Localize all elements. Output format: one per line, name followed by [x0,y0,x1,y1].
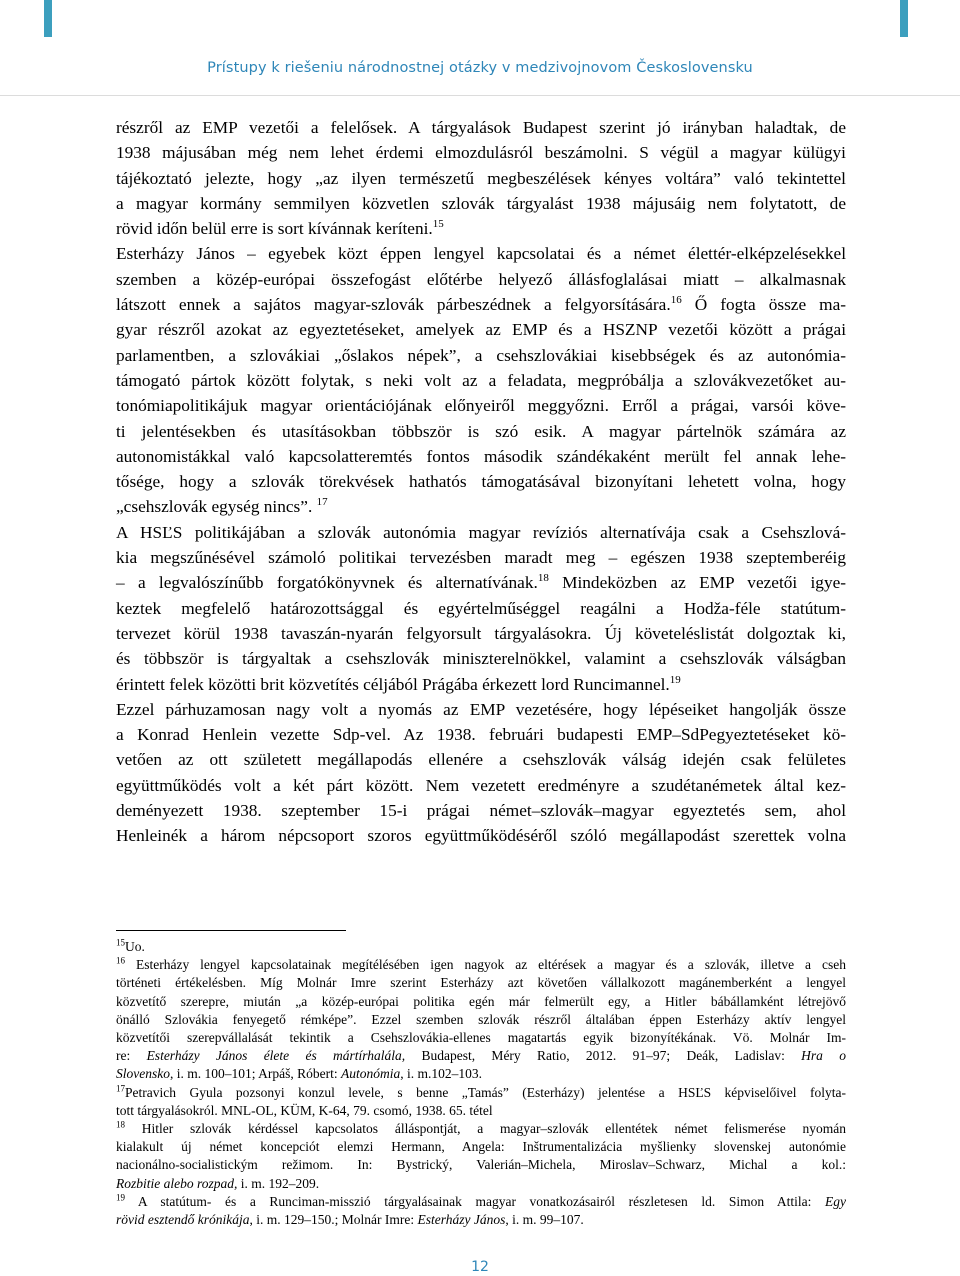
body-line: gyar részről azokat az egyeztetéseket, amelyek az EMP és a HSZNP vezetői között a prágai [116,320,846,340]
body-line: támogató pártok között folytak, s neki volt az a feladata, megpróbálja a szlovákvezetőket au- [116,370,846,390]
footnote-ref-17[interactable]: 17 [316,496,328,509]
body-line: és többször is tárgyaltak a csehszlovák miniszterelnökkel, valamint a csehszlovák válságban [116,649,846,669]
body-line: Ezzel párhuzamosan nagy volt a nyomás az EMP vezetésére, hogy lépéseiket hangolják össze [116,699,846,719]
body-line: a Konrad Henlein vezette Sdp-vel. Az 1938. februári budapesti EMP–SdPegyeztetéseket kö- [116,725,846,745]
main-body-text [116,115,846,849]
footnotes-section [116,938,846,1229]
body-line: a magyar kormány semmilyen közvetlen szlovák tárgyalást 1938 májusáig nem folytatott, de [116,193,846,213]
body-line: tősége, hogy a szlovák törekvések hathatós támogatásával bizonyítani lehetett volna, hogy [116,472,846,492]
page-header [0,0,960,96]
body-line: Henleinék a három népcsoport szoros együttműködéséről szóló megállapodást szerettek volna [116,826,846,846]
footnote-17: $^{17}$Petravich Gyula pozsonyi konzul levele, s benne „Tamás” (Esterházy) jelentése a HSĽS képviselőivel folyta- [116,1083,846,1100]
footnote-ref-19[interactable]: 19 [669,673,681,686]
body-line: „csehszlovák egység nincs”. $^{17}$ [116,496,328,517]
body-line: együttműködés volt a két párt között. Nem vezetett eredményre a szudétanémetek által kez- [116,775,846,795]
footnote-line: Rozbitie alebo rozpad, i. m. 192–209. [116,1175,320,1191]
body-line: ti jelentésekben és utasításokban többször is szó esik. A magyar pártelnök számára az [116,421,846,441]
body-line: rövid időn belül erre is sort kívánnak keríteni.$^{15}$ [116,218,444,239]
body-line: Esterházy János – egyebek közt éppen lengyel kapcsolatai és a német élettér-elképzelésekkel [116,244,846,264]
page-number: 12 [471,1259,489,1275]
body-line: érintett felek közötti brit közvetítés céljából Prágába érkezett lord Runcimannel.$^{19}$ [116,673,681,694]
body-line: – a legvalószínűbb forgatókönyvnek és alternatívának.$^{18}$ Mindeközben az EMP vezetői igye- [116,572,847,593]
footnote-ref-18[interactable]: 18 [537,572,549,585]
body-line: tervezet körül 1938 tavaszán-nyarán felgyorsult tárgyalásokra. Új követeléslistát dolgoztak ki, [116,623,846,643]
body-line: vetően az ott született megállapodás ellenére a csehszlovák válság idején csak felületes [116,750,846,770]
footnote-line: közvetítői szerepvállalását tekintik a Csehszlovákia-ellenes magatartás egyik bizonyítékának. Vö. Molnár Im- [116,1030,846,1046]
footnote-16: $^{16}$ Esterházy lengyel kapcsolatainak megítélésében igen nagyok az eltérések a magyar és a szlovák, illetve a cseh [116,955,846,973]
header-corner-right [900,0,908,37]
body-line: 1938 májusában még nem lehet érdemi elmozdulásról beszámolni. S végül a magyar külügyi [116,143,846,163]
body-line: autonomistákkal való kapcsolatteremtés fontos második szándékaként merült fel annak lehe- [116,446,846,466]
body-line: tájékoztató jelezte, hogy „az ilyen természetű megbeszélések kényes voltára” való tekintettel [116,168,846,188]
footnote-line: önálló Szlovákia fenyegető rémképe”. Ezzel szemben szlovák részről általában éppen Esterházy aktív lengyel [116,1011,846,1027]
body-line: A HSĽS politikájában a szlovák autonómia magyar revíziós alternatívája csak a Csehszlová- [116,522,846,542]
footnote-18: $^{18}$ Hitler szlovák kérdéssel kapcsolatos álláspontját, a magyar–szlovák ellentétek német felismerése nyomán [116,1119,846,1137]
footnote-line: történeti értékelésben. Míg Molnár Imre szerint Esterházy azt követően vállalkozott magánemberként a lengyel [116,975,846,991]
body-line: részről az EMP vezetői a felelősek. A tárgyalások Budapest szerint jó irányban haladtak, de [116,118,846,137]
footnote-line: közvetítő szerepre, miután „a közép-európai politika egén már felmerült egy, a Hitler bábállamként létrejövő [116,993,846,1009]
body-line: látszott ennek a sajátos magyar-szlovák párbeszédnek a felgyorsítására.$^{16}$ Ő fogta össze ma- [116,294,847,315]
running-header-title: Prístupy k riešeniu národnostnej otázky v medzivojnovom Československu [207,60,753,76]
footnote-ref-15[interactable]: 15 [432,218,444,231]
footnote-line: rövid esztendő krónikája, i. m. 129–150.; Molnár Imre: Esterházy János, i. m. 99–107. [116,1212,584,1228]
footnote-line: Slovensko, i. m. 100–101; Arpáš, Róbert: Autonómia, i. m.102–103. [116,1066,482,1082]
body-line: parlamentben, a szlovákiai „őslakos népek”, a csehszlovákiai kisebbségek és az autonómia- [116,345,846,365]
header-corner-left [44,0,52,37]
footnote-line: re: Esterházy János élete és mártírhalála, Budapest, Méry Ratio, 2012. 91–97; Deák, Ladislav: Hra o [116,1048,846,1064]
footnote-line: tott tárgyalásokról. MNL-OL, KÜM, K-64, 79. csomó, 1938. 65. tétel [116,1102,493,1118]
body-line: tonómiapolitikájuk magyar orientációjának előnyeiről meggyőzni. Erről a prágai, varsói köve- [116,396,846,416]
footnote-line: kialakult új német koncepciót elemzi Hermann, Angela: Inštrumentalizácia myšlienky slovenskej autonómie [116,1139,846,1155]
footnote-ref-16[interactable]: 16 [670,294,682,307]
body-line: szemben a közép-európai összefogást előtérbe helyező állásfoglalásai miatt – alkalmasnak [116,269,846,289]
footnote-line: nacionálno-socialistickým režimom. In: Bystrický, Valerián–Michela, Miroslav–Schwarz, Michal a kol.: [116,1157,846,1173]
footnote-19: $^{19}$ A statútum- és a Runciman-misszió tárgyalásainak magyar vonatkozásairól részletesen ld. Simon Attila: Egy [116,1192,846,1209]
body-line: keztek megfelelő határozottsággal és egyértelműséggel reagálni a Hodža-féle statútum- [116,598,846,618]
footnote-15: $^{15}$Uo. [116,937,145,954]
body-line: deményezett 1938. szeptember 15-i prágai német–szlovák–magyar egyeztetés sem, ahol [116,801,846,821]
footnote-separator [116,930,346,931]
body-line: kia megszűnésével számoló politikai tervezésben maradt meg – egészen 1938 szeptemberéig [116,548,846,568]
